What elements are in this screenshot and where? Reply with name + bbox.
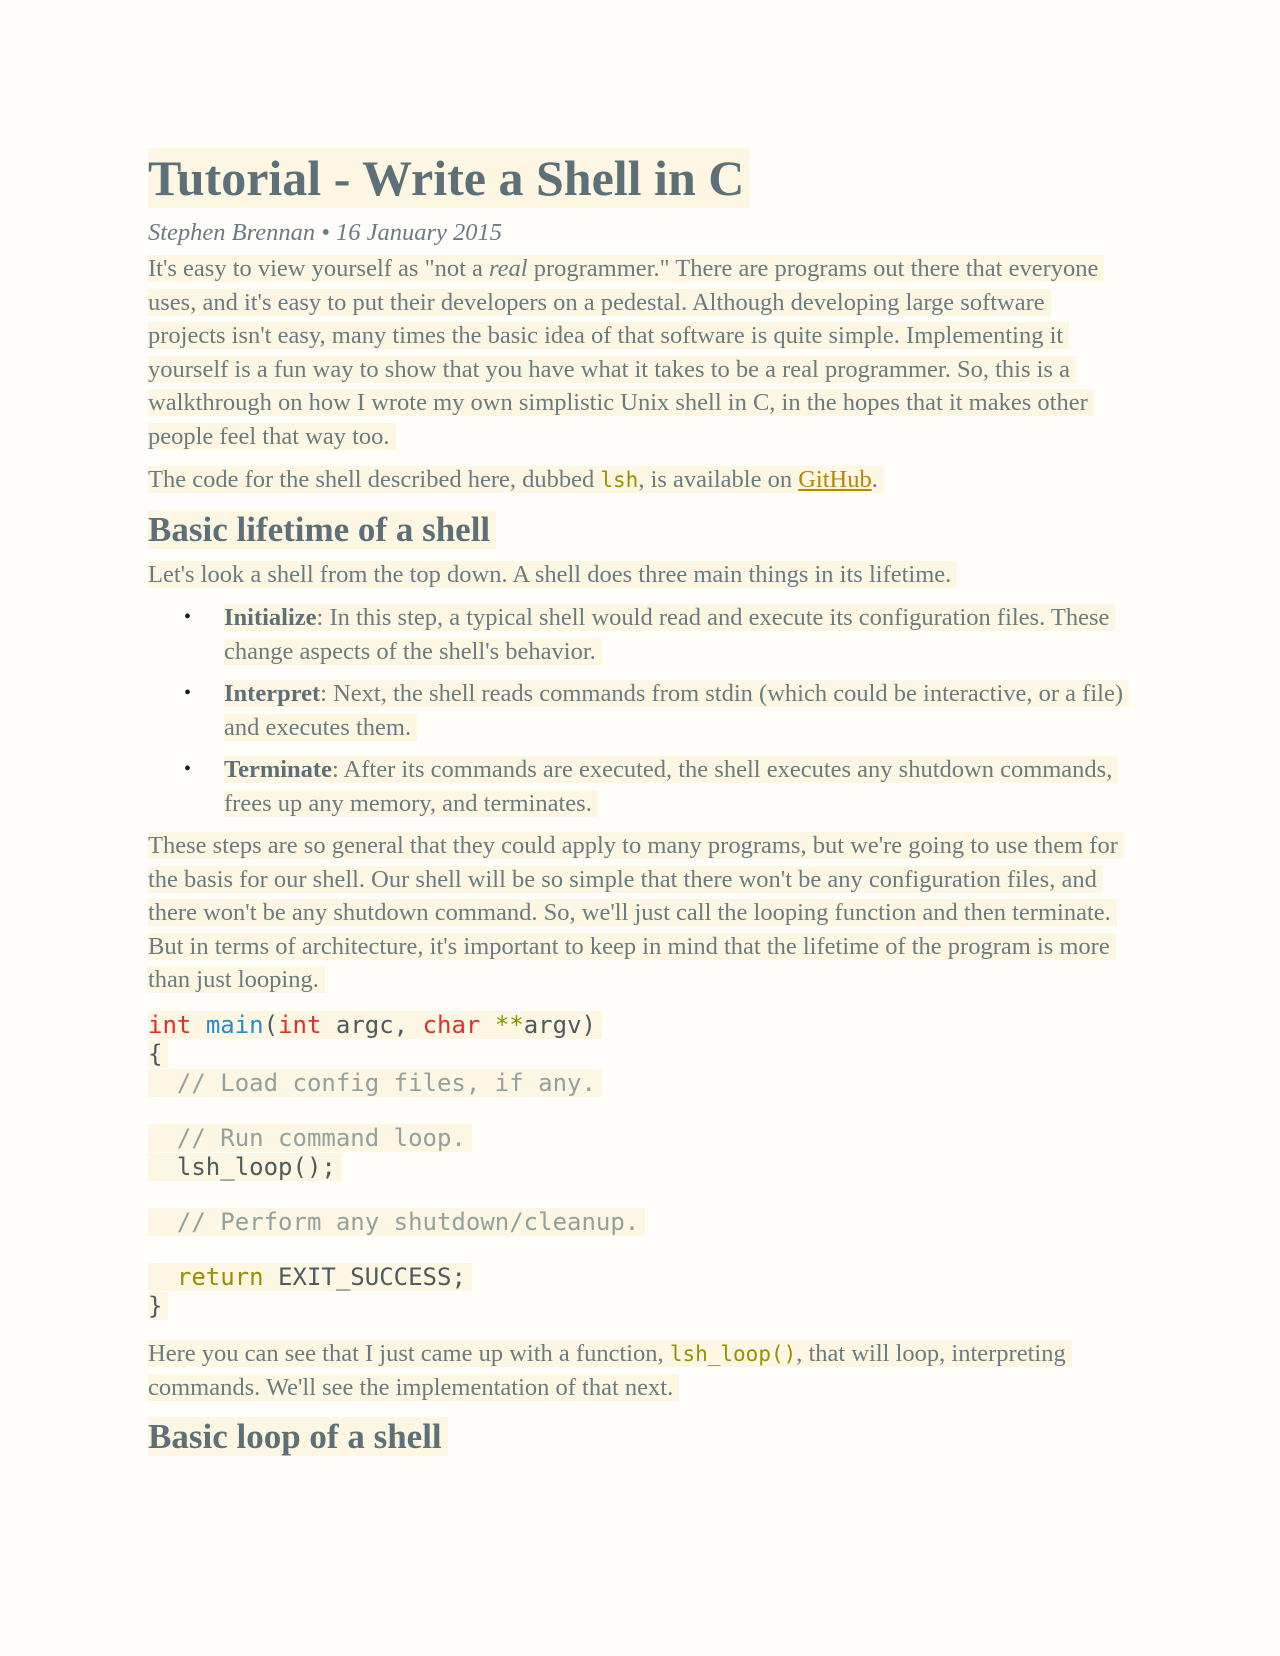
- list-item-terminate: [184, 753, 1128, 820]
- list-item-text: : In this step, a typical shell would read and execute its configuration files. These change aspects of the shell's behavior.: [224, 604, 1110, 665]
- code-line: // Perform any shutdown/cleanup.: [148, 1208, 1128, 1237]
- bullet-icon: •: [184, 606, 192, 628]
- inline-code-lsh-loop: lsh_loop(): [669, 1341, 797, 1366]
- code-line: }: [148, 1292, 1128, 1321]
- inline-code-lsh: lsh: [600, 468, 639, 492]
- code-para-text-1: The code for the shell described here, dubbed: [148, 466, 601, 493]
- code-block-main: [148, 1011, 1128, 1321]
- code-line: [148, 1237, 1128, 1263]
- code-line: int main(int argc, char **argv): [148, 1011, 1128, 1040]
- code-line: // Run command loop.: [148, 1124, 1128, 1153]
- list-item-term: Interpret: [224, 680, 321, 707]
- byline: Stephen Brennan • 16 January 2015: [148, 219, 503, 246]
- code-availability-paragraph: [148, 463, 1128, 498]
- loop-text-2: , that will loop, interpreting commands. We'll see the implementation of that next.: [148, 1339, 1066, 1401]
- loop-text-1: Here you can see that I just came up with a function,: [148, 1339, 670, 1367]
- code-line: [148, 1182, 1128, 1208]
- bullet-icon: •: [184, 682, 192, 704]
- intro-emphasis: real: [489, 255, 528, 282]
- code-line: return EXIT_SUCCESS;: [148, 1263, 1128, 1292]
- list-item-term: Initialize: [224, 604, 317, 631]
- section-heading-lifetime: Basic lifetime of a shell: [148, 510, 1128, 550]
- intro-text-1: It's easy to view yourself as "not a: [148, 255, 490, 282]
- section-heading-loop: Basic loop of a shell: [148, 1417, 1128, 1457]
- code-line: lsh_loop();: [148, 1153, 1128, 1182]
- loop-intro-paragraph: [148, 1337, 1128, 1405]
- bullet-icon: •: [184, 758, 192, 780]
- intro-paragraph: [148, 252, 1128, 453]
- article: [148, 150, 1128, 1465]
- architecture-paragraph: These steps are so general that they could apply to many programs, but we're going to use them for the basis for our shell. Our shell will be so simple that there won't be any configuration files, and there won't be any shutdown command. So, we'll just call the looping function and then terminate. But in terms of architecture, it's important to keep in mind that the lifetime of the program is more than just looping.: [148, 829, 1128, 997]
- code-line: {: [148, 1040, 1128, 1069]
- github-link[interactable]: GitHub: [798, 466, 872, 493]
- page-title: Tutorial - Write a Shell in C: [148, 150, 1128, 206]
- list-item-term: Terminate: [224, 756, 332, 783]
- code-para-text-3: .: [871, 466, 878, 493]
- intro-text-2: programmer." There are programs out there that everyone uses, and it's easy to put their developers on a pedestal. Although developing large software projects isn't easy, many times the basic idea of that software is quite simple. Implementing it yourself is a fun way to show that you have what it takes to be a real programmer. So, this is a walkthrough on how I wrote my own simplistic Unix shell in C, in the hopes that it makes other people feel that way too.: [148, 255, 1099, 450]
- lifetime-lead-paragraph: Let's look a shell from the top down. A shell does three main things in its lifetime.: [148, 558, 1128, 592]
- lifetime-steps-list: [148, 601, 1128, 820]
- code-line: // Load config files, if any.: [148, 1069, 1128, 1098]
- list-item-interpret: [184, 677, 1128, 744]
- code-para-text-2: , is available on: [638, 466, 799, 493]
- list-item-text: : Next, the shell reads commands from stdin (which could be interactive, or a file) and executes them.: [224, 680, 1123, 741]
- list-item-initialize: [184, 601, 1128, 668]
- code-line: [148, 1098, 1128, 1124]
- list-item-text: : After its commands are executed, the shell executes any shutdown commands, frees up any memory, and terminates.: [224, 756, 1113, 817]
